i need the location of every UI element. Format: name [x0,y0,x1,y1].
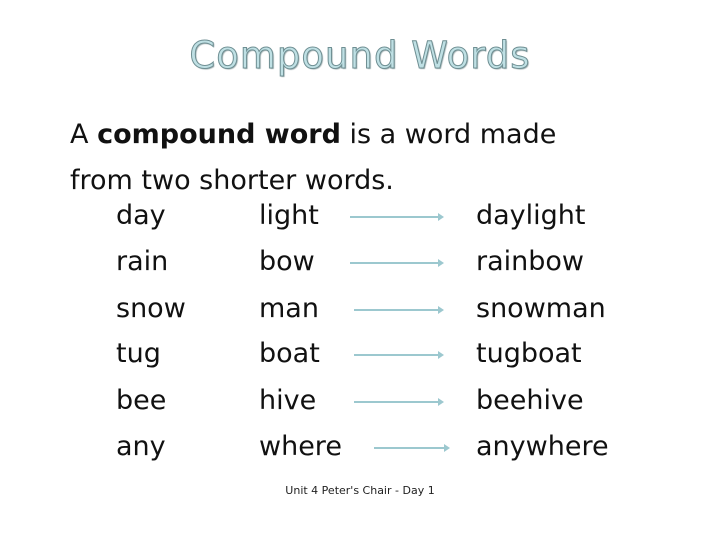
compound-word: beehive [476,385,584,416]
first-word: rain [116,246,169,277]
right-arrow-icon [374,447,448,449]
word-row-beehive [0,378,720,424]
right-arrow-icon [354,401,442,403]
second-word: bow [259,246,315,277]
first-word: snow [116,293,186,324]
word-row-anywhere [0,424,720,470]
first-word: tug [116,338,161,369]
slide-footer: Unit 4 Peter's Chair - Day 1 [285,484,435,497]
compound-word: anywhere [476,431,609,462]
second-word: boat [259,338,320,369]
right-arrow-icon [350,216,442,218]
definition-text [70,112,670,204]
second-word: hive [259,385,317,416]
right-arrow-icon [354,354,442,356]
compound-word: snowman [476,293,606,324]
second-word: man [259,293,319,324]
first-word: any [116,431,166,462]
definition-term: compound word [97,119,341,150]
word-row-tugboat [0,331,720,377]
right-arrow-icon [350,262,442,264]
word-row-rainbow [0,239,720,285]
first-word: day [116,200,166,231]
right-arrow-icon [354,309,442,311]
word-row-daylight [0,193,720,239]
definition-line-1 [70,112,670,158]
second-word: where [259,431,342,462]
compound-word: rainbow [476,246,584,277]
first-word: bee [116,385,167,416]
compound-word: daylight [476,200,586,231]
definition-prefix: A [70,119,98,150]
second-word: light [259,200,319,231]
definition-suffix: is a word made [340,119,557,150]
slide-title: Compound Words [189,34,531,77]
word-row-snowman [0,286,720,332]
definition-line-2: from two shorter words. [70,165,394,196]
compound-word: tugboat [476,338,582,369]
